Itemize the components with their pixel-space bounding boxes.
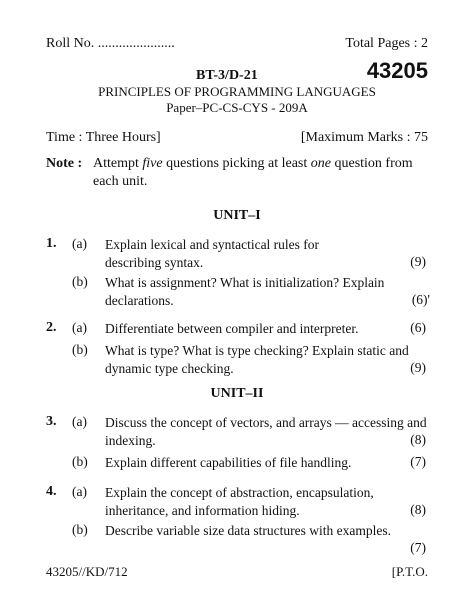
note-emphasis: one bbox=[310, 156, 331, 171]
question-text: Explain the concept of abstraction, encapsulation, inheritance, and information hiding. bbox=[105, 485, 374, 518]
paper-number: 43205 bbox=[366, 58, 428, 83]
marks: (8) bbox=[410, 432, 426, 447]
part-label: (b) bbox=[72, 342, 88, 357]
note-emphasis: five bbox=[142, 156, 163, 171]
part-label: (b) bbox=[72, 274, 88, 289]
part-label: (b) bbox=[72, 454, 88, 469]
paper-subtitle: Paper–PC-CS-CYS - 209A bbox=[166, 100, 308, 115]
max-marks: [Maximum Marks : 75 bbox=[300, 130, 428, 145]
question-number: 3. bbox=[46, 414, 57, 429]
unit-2-title: UNIT–II bbox=[210, 386, 264, 401]
part-label: (a) bbox=[72, 320, 87, 335]
note-text: Attempt bbox=[93, 156, 143, 171]
question-text: Differentiate between compiler and interpreter. bbox=[105, 321, 359, 336]
part-label: (a) bbox=[72, 414, 87, 429]
time-label: Time : Three Hours] bbox=[46, 130, 161, 145]
part-label: (a) bbox=[72, 236, 87, 251]
exam-code: BT-3/D-21 bbox=[196, 68, 258, 83]
part-label: (b) bbox=[72, 522, 88, 537]
question-number: 1. bbox=[46, 236, 57, 251]
footer-code: 43205//KD/712 bbox=[46, 564, 128, 579]
question-text: What is type? What is type checking? Explain static and dynamic type checking. bbox=[105, 343, 409, 376]
question-number: 4. bbox=[46, 484, 57, 499]
note-text: question from bbox=[330, 156, 413, 171]
question-number: 2. bbox=[46, 320, 57, 335]
marks: (9) bbox=[410, 254, 426, 269]
marks: (6)' bbox=[411, 292, 430, 307]
marks: (7) bbox=[410, 540, 426, 555]
footer-pto: [P.T.O. bbox=[391, 564, 428, 579]
question-text: Discuss the concept of vectors, and arrays — accessing and indexing. bbox=[105, 415, 427, 448]
note-text: questions picking at least bbox=[162, 156, 311, 171]
question-text: What is assignment? What is initialization? Explain declarations. bbox=[105, 275, 385, 308]
marks: (6) bbox=[410, 320, 426, 335]
part-label: (a) bbox=[72, 484, 87, 499]
marks: (8) bbox=[410, 502, 426, 517]
total-pages: Total Pages : 2 bbox=[345, 36, 428, 51]
question-text: Explain lexical and syntactical rules for describing syntax. bbox=[105, 237, 320, 270]
marks: (9) bbox=[410, 360, 426, 375]
note-line-1 bbox=[93, 156, 413, 172]
note-line-2: each unit. bbox=[93, 174, 148, 189]
unit-1-title: UNIT–I bbox=[213, 208, 261, 223]
question-text: Explain different capabilities of file handling. bbox=[105, 455, 352, 470]
question-text: Describe variable size data structures with examples. bbox=[105, 523, 392, 538]
note-label: Note : bbox=[46, 156, 83, 171]
roll-number-label: Roll No. ...................... bbox=[46, 36, 175, 51]
paper-title: PRINCIPLES OF PROGRAMMING LANGUAGES bbox=[98, 84, 376, 99]
marks: (7) bbox=[410, 454, 426, 469]
